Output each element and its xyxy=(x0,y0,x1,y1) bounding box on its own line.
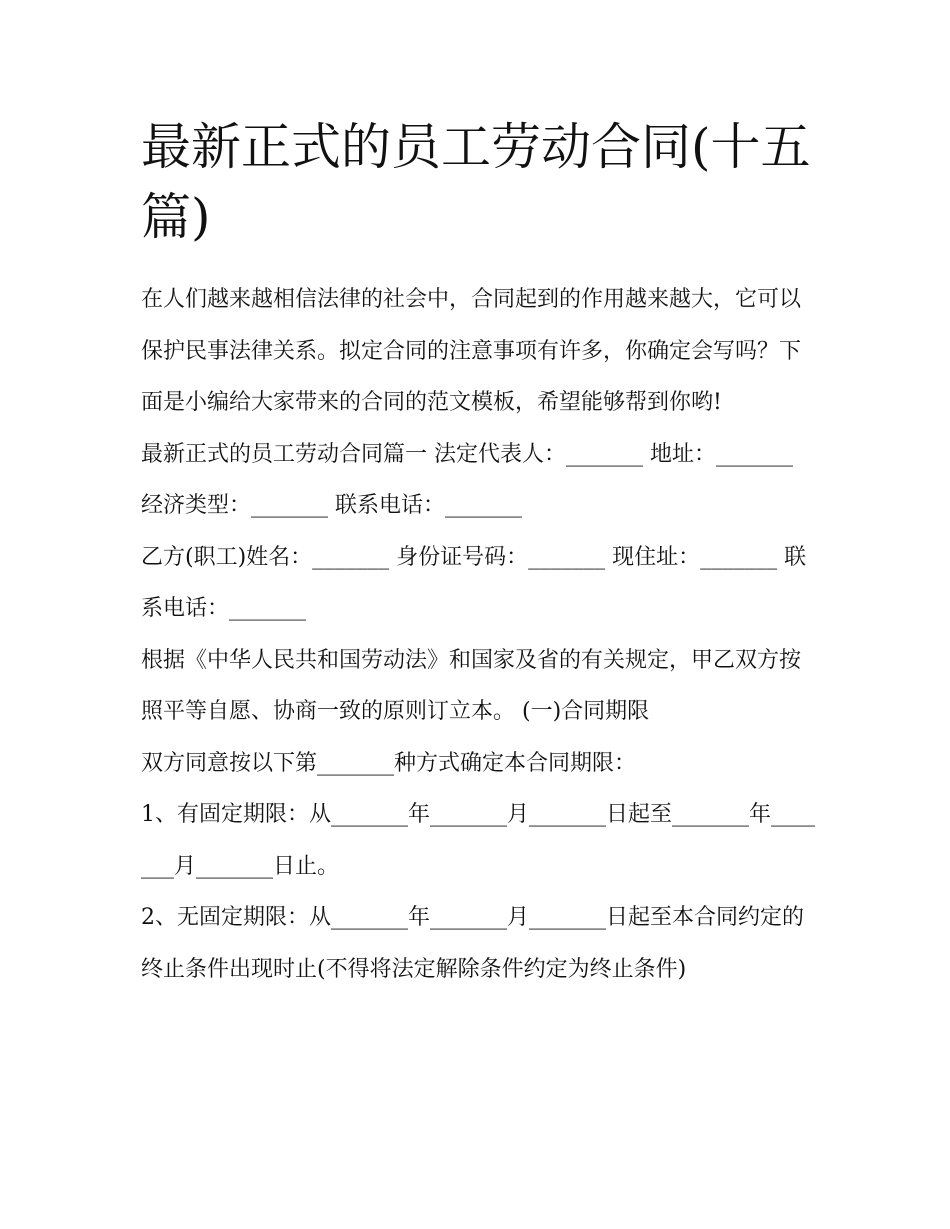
fixed-term-clause: 1、有固定期限：从_______年_______月_______日起至_______年_______月_______日止。 xyxy=(141,802,815,879)
document-page xyxy=(141,112,821,995)
document-body xyxy=(141,274,821,995)
party-b-info: 乙方(职工)姓名：_______ 身份证号码：_______ 现住址：_______ 联系电话：_______ xyxy=(141,544,807,621)
document-title: 最新正式的员工劳动合同(十五篇) xyxy=(141,118,811,246)
legal-basis-paragraph: 根据《中华人民共和国劳动法》和国家及省的有关规定，甲乙双方按照平等自愿、协商一致的原则订立本。 (一)合同期限 xyxy=(141,647,802,724)
open-term-clause: 2、无固定期限：从_______年_______月_______日起至本合同约定的终止条件出现时止(不得将法定解除条件约定为终止条件) xyxy=(141,905,804,982)
term-method-paragraph: 双方同意按以下第_______种方式确定本合同期限： xyxy=(141,750,637,776)
intro-paragraph: 在人们越来越相信法律的社会中，合同起到的作用越来越大，它可以保护民事法律关系。拟定合同的注意事项有许多，你确定会写吗？下面是小编给大家带来的合同的范文模板，希望能够帮到你哟! xyxy=(141,287,802,415)
party-a-info: 最新正式的员工劳动合同篇一 法定代表人：_______ 地址：_______ 经济类型：_______ 联系电话：_______ xyxy=(141,441,793,518)
